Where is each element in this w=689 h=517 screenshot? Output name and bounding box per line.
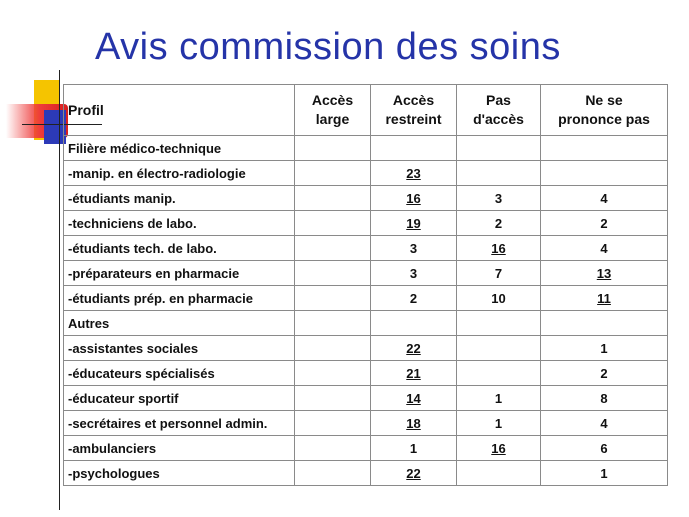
cell-restreint: 3 — [371, 236, 457, 261]
row-label: -ambulanciers — [64, 436, 295, 461]
cell-large — [295, 336, 371, 361]
row-label: -manip. en électro-radiologie — [64, 161, 295, 186]
table-row — [64, 261, 668, 286]
cell-ne: 2 — [541, 211, 668, 236]
cell-large — [295, 211, 371, 236]
cell-ne: 4 — [541, 236, 668, 261]
header-acces-restreint: Accès restreint — [371, 85, 457, 136]
cell-ne: 11 — [541, 286, 668, 311]
cell-pas: 16 — [457, 236, 541, 261]
cell-large — [295, 436, 371, 461]
table-row — [64, 236, 668, 261]
slide-title: Avis commission des soins — [95, 26, 561, 68]
cell-ne: 13 — [541, 261, 668, 286]
cell-ne: 1 — [541, 461, 668, 486]
cell-large — [295, 311, 371, 336]
cell-pas — [457, 361, 541, 386]
cell-restreint — [371, 136, 457, 161]
section-row — [64, 311, 668, 336]
table-row — [64, 361, 668, 386]
cell-ne: 4 — [541, 411, 668, 436]
table-row — [64, 186, 668, 211]
cell-pas — [457, 461, 541, 486]
cell-restreint: 14 — [371, 386, 457, 411]
table-row — [64, 436, 668, 461]
cell-restreint: 22 — [371, 336, 457, 361]
table-row — [64, 336, 668, 361]
header-ne-se-prononce: Ne se prononce pas — [541, 85, 668, 136]
cell-restreint: 22 — [371, 461, 457, 486]
table-header-row — [64, 85, 668, 136]
cell-pas — [457, 136, 541, 161]
cell-large — [295, 161, 371, 186]
cell-pas: 2 — [457, 211, 541, 236]
section-row — [64, 136, 668, 161]
cell-ne: 8 — [541, 386, 668, 411]
table-row — [64, 411, 668, 436]
cell-restreint: 3 — [371, 261, 457, 286]
row-label: -préparateurs en pharmacie — [64, 261, 295, 286]
cell-restreint: 21 — [371, 361, 457, 386]
cell-pas: 1 — [457, 386, 541, 411]
cell-ne: 4 — [541, 186, 668, 211]
row-label: -éducateur sportif — [64, 386, 295, 411]
cell-pas: 16 — [457, 436, 541, 461]
cell-large — [295, 261, 371, 286]
row-label: -psychologues — [64, 461, 295, 486]
row-label: -étudiants prép. en pharmacie — [64, 286, 295, 311]
cell-large — [295, 411, 371, 436]
cell-large — [295, 461, 371, 486]
cell-large — [295, 386, 371, 411]
cell-restreint: 1 — [371, 436, 457, 461]
cell-ne: 2 — [541, 361, 668, 386]
cell-restreint: 16 — [371, 186, 457, 211]
cell-large — [295, 286, 371, 311]
row-label: -étudiants manip. — [64, 186, 295, 211]
cell-restreint: 2 — [371, 286, 457, 311]
section-label: Autres — [64, 311, 295, 336]
header-acces-large: Accès large — [295, 85, 371, 136]
cell-pas — [457, 336, 541, 361]
cell-ne — [541, 136, 668, 161]
row-label: -étudiants tech. de labo. — [64, 236, 295, 261]
cell-pas — [457, 161, 541, 186]
cell-ne — [541, 311, 668, 336]
cell-pas: 7 — [457, 261, 541, 286]
cell-large — [295, 136, 371, 161]
table-row — [64, 386, 668, 411]
decor-vertical-line — [59, 70, 60, 510]
cell-pas: 3 — [457, 186, 541, 211]
row-label: -secrétaires et personnel admin. — [64, 411, 295, 436]
table-row — [64, 211, 668, 236]
cell-large — [295, 186, 371, 211]
cell-pas — [457, 311, 541, 336]
row-label: -techniciens de labo. — [64, 211, 295, 236]
cell-pas: 10 — [457, 286, 541, 311]
cell-ne — [541, 161, 668, 186]
row-label: -assistantes sociales — [64, 336, 295, 361]
cell-restreint — [371, 311, 457, 336]
section-label: Filière médico-technique — [64, 136, 295, 161]
table-row — [64, 286, 668, 311]
cell-restreint: 23 — [371, 161, 457, 186]
results-table — [63, 84, 668, 486]
cell-restreint: 19 — [371, 211, 457, 236]
row-label: -éducateurs spécialisés — [64, 361, 295, 386]
cell-ne: 1 — [541, 336, 668, 361]
table-row — [64, 161, 668, 186]
table-row — [64, 461, 668, 486]
cell-pas: 1 — [457, 411, 541, 436]
cell-large — [295, 236, 371, 261]
cell-large — [295, 361, 371, 386]
header-profil: Profil — [64, 85, 295, 136]
cell-restreint: 18 — [371, 411, 457, 436]
header-pas-acces: Pas d'accès — [457, 85, 541, 136]
cell-ne: 6 — [541, 436, 668, 461]
